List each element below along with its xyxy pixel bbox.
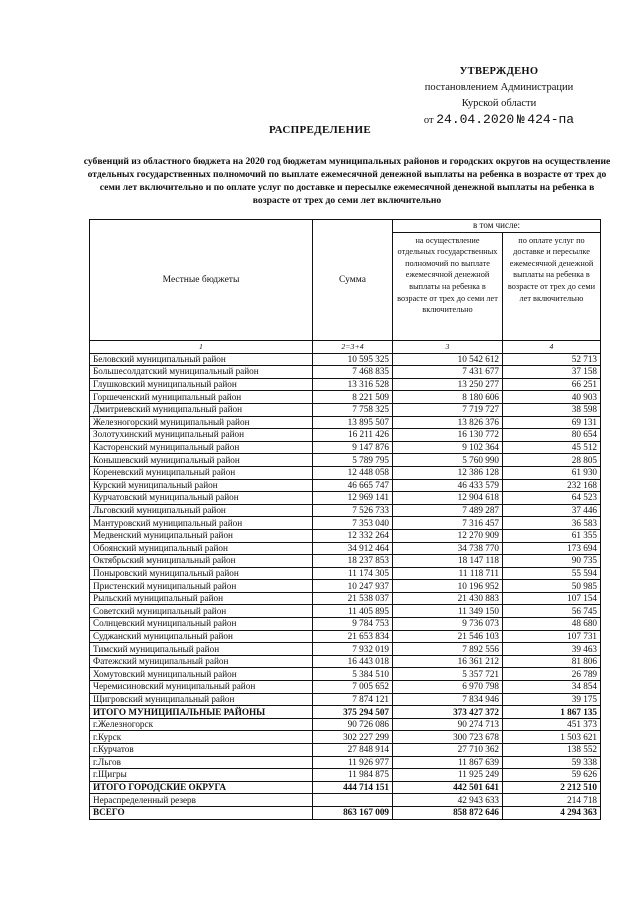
table-row — [90, 806, 601, 819]
payment-cell: 12 386 128 — [393, 466, 503, 479]
column-index: 4 — [503, 341, 601, 354]
delivery-cell: 1 867 135 — [503, 706, 601, 719]
table-row — [90, 668, 601, 681]
payment-cell: 90 274 713 — [393, 718, 503, 731]
budget-name: Черемисиновский муниципальный район — [90, 681, 313, 694]
table-row — [90, 643, 601, 656]
payment-cell: 16 130 772 — [393, 429, 503, 442]
header-delivery-services: по оплате услуг по доставке и пересылке ежемесячной денежной выплаты на ребенка в возрасте от трех до семи лет включительно — [503, 232, 601, 340]
delivery-cell: 37 158 — [503, 366, 601, 379]
delivery-cell: 56 745 — [503, 605, 601, 618]
table-body — [90, 353, 601, 819]
sum-cell: 375 294 507 — [313, 706, 393, 719]
budget-name: Большесолдатский муниципальный район — [90, 366, 313, 379]
delivery-cell: 173 694 — [503, 542, 601, 555]
delivery-cell: 39 463 — [503, 643, 601, 656]
delivery-cell: 81 806 — [503, 655, 601, 668]
payment-cell: 10 542 612 — [393, 353, 503, 366]
table-row — [90, 391, 601, 404]
approval-heading: УТВЕРЖДЕНО — [459, 66, 539, 77]
sum-cell: 8 221 509 — [313, 391, 393, 404]
table-row — [90, 592, 601, 605]
budget-name: Нераспределенный резерв — [90, 794, 313, 807]
budget-name: Конышевский муниципальный район — [90, 454, 313, 467]
budget-name: ИТОГО ГОРОДСКИЕ ОКРУГА — [90, 781, 313, 794]
budget-name: Золотухинский муниципальный район — [90, 429, 313, 442]
payment-cell: 8 180 606 — [393, 391, 503, 404]
table-row — [90, 618, 601, 631]
payment-cell: 13 250 277 — [393, 378, 503, 391]
budget-name: Пристенский муниципальный район — [90, 580, 313, 593]
table-row — [90, 504, 601, 517]
sum-cell: 9 147 876 — [313, 441, 393, 454]
delivery-cell: 28 805 — [503, 454, 601, 467]
payment-cell: 5 760 990 — [393, 454, 503, 467]
column-index: 2=3+4 — [313, 341, 393, 354]
delivery-cell: 36 583 — [503, 517, 601, 530]
budget-name: г.Льгов — [90, 756, 313, 769]
sum-cell: 10 247 937 — [313, 580, 393, 593]
table-row — [90, 630, 601, 643]
delivery-cell: 2 212 510 — [503, 781, 601, 794]
sum-cell: 10 595 325 — [313, 353, 393, 366]
table-row — [90, 731, 601, 744]
table-row — [90, 580, 601, 593]
payment-cell: 9 102 364 — [393, 441, 503, 454]
budget-name: Октябрьский муниципальный район — [90, 555, 313, 568]
payment-cell: 11 925 249 — [393, 769, 503, 782]
sum-cell: 11 174 305 — [313, 567, 393, 580]
table-row — [90, 567, 601, 580]
payment-cell: 6 970 798 — [393, 681, 503, 694]
table-row — [90, 542, 601, 555]
budget-name: Обоянский муниципальный район — [90, 542, 313, 555]
table-row — [90, 366, 601, 379]
payment-cell: 7 892 556 — [393, 643, 503, 656]
distribution-table — [89, 219, 601, 820]
payment-cell: 373 427 372 — [393, 706, 503, 719]
budget-name: Солнцевский муниципальный район — [90, 618, 313, 631]
payment-cell: 18 147 118 — [393, 555, 503, 568]
sum-cell: 5 384 510 — [313, 668, 393, 681]
table-row — [90, 429, 601, 442]
table-row — [90, 403, 601, 416]
delivery-cell: 38 598 — [503, 403, 601, 416]
approval-date: 24.04.2020 — [436, 112, 515, 127]
date-prefix: от — [423, 115, 434, 126]
budget-name: Беловский муниципальный район — [90, 353, 313, 366]
budget-name: г.Курчатов — [90, 744, 313, 757]
approval-number: 424 — [527, 112, 551, 127]
delivery-cell: 107 154 — [503, 592, 601, 605]
payment-cell: 9 736 073 — [393, 618, 503, 631]
delivery-cell: 34 854 — [503, 681, 601, 694]
table-row — [90, 781, 601, 794]
table-row — [90, 492, 601, 505]
delivery-cell: 107 731 — [503, 630, 601, 643]
budget-name: Поныровский муниципальный район — [90, 567, 313, 580]
payment-cell: 11 349 150 — [393, 605, 503, 618]
number-suffix: -па — [550, 112, 575, 127]
delivery-cell: 214 718 — [503, 794, 601, 807]
payment-cell: 442 501 641 — [393, 781, 503, 794]
table-row — [90, 529, 601, 542]
payment-cell: 27 710 362 — [393, 744, 503, 757]
delivery-cell: 55 594 — [503, 567, 601, 580]
table-row — [90, 769, 601, 782]
budget-name: Фатежский муниципальный район — [90, 655, 313, 668]
payment-cell: 13 826 376 — [393, 416, 503, 429]
budget-name: Хомутовский муниципальный район — [90, 668, 313, 681]
payment-cell: 12 904 618 — [393, 492, 503, 505]
payment-cell: 7 719 727 — [393, 403, 503, 416]
delivery-cell: 61 355 — [503, 529, 601, 542]
budget-name: Горшеченский муниципальный район — [90, 391, 313, 404]
header-including: в том числе: — [393, 220, 601, 233]
table-row — [90, 605, 601, 618]
budget-name: Дмитриевский муниципальный район — [90, 403, 313, 416]
payment-cell: 21 430 883 — [393, 592, 503, 605]
approval-stamp — [404, 64, 594, 129]
payment-cell: 7 489 287 — [393, 504, 503, 517]
header-budgets: Местные бюджеты — [90, 220, 313, 341]
delivery-cell: 45 512 — [503, 441, 601, 454]
table-row — [90, 517, 601, 530]
sum-cell: 7 932 019 — [313, 643, 393, 656]
sum-cell: 11 926 977 — [313, 756, 393, 769]
delivery-cell: 4 294 363 — [503, 806, 601, 819]
table-row — [90, 655, 601, 668]
sum-cell: 21 538 037 — [313, 592, 393, 605]
sum-cell — [313, 794, 393, 807]
column-index: 3 — [393, 341, 503, 354]
delivery-cell: 59 338 — [503, 756, 601, 769]
sum-cell: 7 526 733 — [313, 504, 393, 517]
budget-name: Глушковский муниципальный район — [90, 378, 313, 391]
table-row — [90, 466, 601, 479]
payment-cell: 16 361 212 — [393, 655, 503, 668]
document-title: РАСПРЕДЕЛЕНИЕ — [269, 124, 371, 136]
sum-cell: 302 227 299 — [313, 731, 393, 744]
header-sum: Сумма — [313, 220, 393, 341]
payment-cell: 21 546 103 — [393, 630, 503, 643]
delivery-cell: 451 373 — [503, 718, 601, 731]
header-subvention-payments: на осуществление отдельных государственных полномочий по выплате ежемесячной денежной выплаты на ребенка в возрасте от трех до семи лет включительно — [393, 232, 503, 340]
budget-name: ИТОГО МУНИЦИПАЛЬНЫЕ РАЙОНЫ — [90, 706, 313, 719]
sum-cell: 863 167 009 — [313, 806, 393, 819]
delivery-cell: 66 251 — [503, 378, 601, 391]
table-row — [90, 454, 601, 467]
sum-cell: 34 912 464 — [313, 542, 393, 555]
table-row — [90, 693, 601, 706]
sum-cell: 27 848 914 — [313, 744, 393, 757]
table-row — [90, 706, 601, 719]
sum-cell: 13 316 528 — [313, 378, 393, 391]
number-sign: № — [516, 112, 525, 127]
column-index-row — [90, 341, 601, 354]
sum-cell: 7 874 121 — [313, 693, 393, 706]
budget-name: Курчатовский муниципальный район — [90, 492, 313, 505]
delivery-cell: 232 168 — [503, 479, 601, 492]
sum-cell: 18 237 853 — [313, 555, 393, 568]
payment-cell: 7 834 946 — [393, 693, 503, 706]
delivery-cell: 50 985 — [503, 580, 601, 593]
budget-name: Щигровский муниципальный район — [90, 693, 313, 706]
budget-name: Железногорский муниципальный район — [90, 416, 313, 429]
budget-name: г.Щигры — [90, 769, 313, 782]
sum-cell: 16 443 018 — [313, 655, 393, 668]
document-subtitle: субвенций из областного бюджета на 2020 год бюджетам муниципальных районов и городских округов на осуществление отдельных государственных полномочий по выплате ежемесячной денежной выплаты на ребенка в возрасте от трех до семи лет включительно и по оплате услуг по доставке и пересылке ежемесячной денежной выплаты на ребенка в возрасте от трех до семи лет включительно — [83, 156, 611, 206]
budget-name: Советский муниципальный район — [90, 605, 313, 618]
delivery-cell: 90 735 — [503, 555, 601, 568]
sum-cell: 12 448 058 — [313, 466, 393, 479]
sum-cell: 7 353 040 — [313, 517, 393, 530]
budget-name: Кореневский муниципальный район — [90, 466, 313, 479]
payment-cell: 11 867 639 — [393, 756, 503, 769]
sum-cell: 16 211 426 — [313, 429, 393, 442]
delivery-cell: 26 789 — [503, 668, 601, 681]
budget-name: г.Железногорск — [90, 718, 313, 731]
table-row — [90, 756, 601, 769]
payment-cell: 7 316 457 — [393, 517, 503, 530]
sum-cell: 21 653 834 — [313, 630, 393, 643]
sum-cell: 7 005 652 — [313, 681, 393, 694]
budget-name: Рыльский муниципальный район — [90, 592, 313, 605]
payment-cell: 34 738 770 — [393, 542, 503, 555]
sum-cell: 12 969 141 — [313, 492, 393, 505]
payment-cell: 858 872 646 — [393, 806, 503, 819]
table-row — [90, 416, 601, 429]
table-row — [90, 555, 601, 568]
payment-cell: 7 431 677 — [393, 366, 503, 379]
budget-name: ВСЕГО — [90, 806, 313, 819]
sum-cell: 11 984 875 — [313, 769, 393, 782]
approval-region: Курской области — [461, 98, 537, 109]
payment-cell: 10 196 952 — [393, 580, 503, 593]
sum-cell: 90 726 086 — [313, 718, 393, 731]
sum-cell: 13 895 507 — [313, 416, 393, 429]
table-row — [90, 378, 601, 391]
delivery-cell: 39 175 — [503, 693, 601, 706]
budget-name: Суджанский муниципальный район — [90, 630, 313, 643]
payment-cell: 12 270 909 — [393, 529, 503, 542]
delivery-cell: 52 713 — [503, 353, 601, 366]
payment-cell: 5 357 721 — [393, 668, 503, 681]
column-index: 1 — [90, 341, 313, 354]
sum-cell: 9 784 753 — [313, 618, 393, 631]
table-row — [90, 441, 601, 454]
delivery-cell: 69 131 — [503, 416, 601, 429]
budget-name: г.Курск — [90, 731, 313, 744]
table-row — [90, 794, 601, 807]
sum-cell: 12 332 264 — [313, 529, 393, 542]
budget-name: Курский муниципальный район — [90, 479, 313, 492]
approval-issuer: постановлением Администрации — [424, 82, 574, 93]
payment-cell: 11 118 711 — [393, 567, 503, 580]
table-row — [90, 681, 601, 694]
delivery-cell: 80 654 — [503, 429, 601, 442]
payment-cell: 300 723 678 — [393, 731, 503, 744]
delivery-cell: 138 552 — [503, 744, 601, 757]
delivery-cell: 40 903 — [503, 391, 601, 404]
sum-cell: 7 758 325 — [313, 403, 393, 416]
table-row — [90, 718, 601, 731]
table-row — [90, 479, 601, 492]
budget-name: Мантуровский муниципальный район — [90, 517, 313, 530]
table-row — [90, 353, 601, 366]
delivery-cell: 64 523 — [503, 492, 601, 505]
delivery-cell: 61 930 — [503, 466, 601, 479]
table-row — [90, 744, 601, 757]
payment-cell: 46 433 579 — [393, 479, 503, 492]
budget-name: Тимский муниципальный район — [90, 643, 313, 656]
delivery-cell: 37 446 — [503, 504, 601, 517]
budget-name: Льговский муниципальный район — [90, 504, 313, 517]
budget-name: Медвенский муниципальный район — [90, 529, 313, 542]
delivery-cell: 1 503 621 — [503, 731, 601, 744]
sum-cell: 5 789 795 — [313, 454, 393, 467]
sum-cell: 11 405 895 — [313, 605, 393, 618]
sum-cell: 7 468 835 — [313, 366, 393, 379]
delivery-cell: 48 680 — [503, 618, 601, 631]
budget-name: Касторенский муниципальный район — [90, 441, 313, 454]
payment-cell: 42 943 633 — [393, 794, 503, 807]
delivery-cell: 59 626 — [503, 769, 601, 782]
sum-cell: 444 714 151 — [313, 781, 393, 794]
sum-cell: 46 665 747 — [313, 479, 393, 492]
